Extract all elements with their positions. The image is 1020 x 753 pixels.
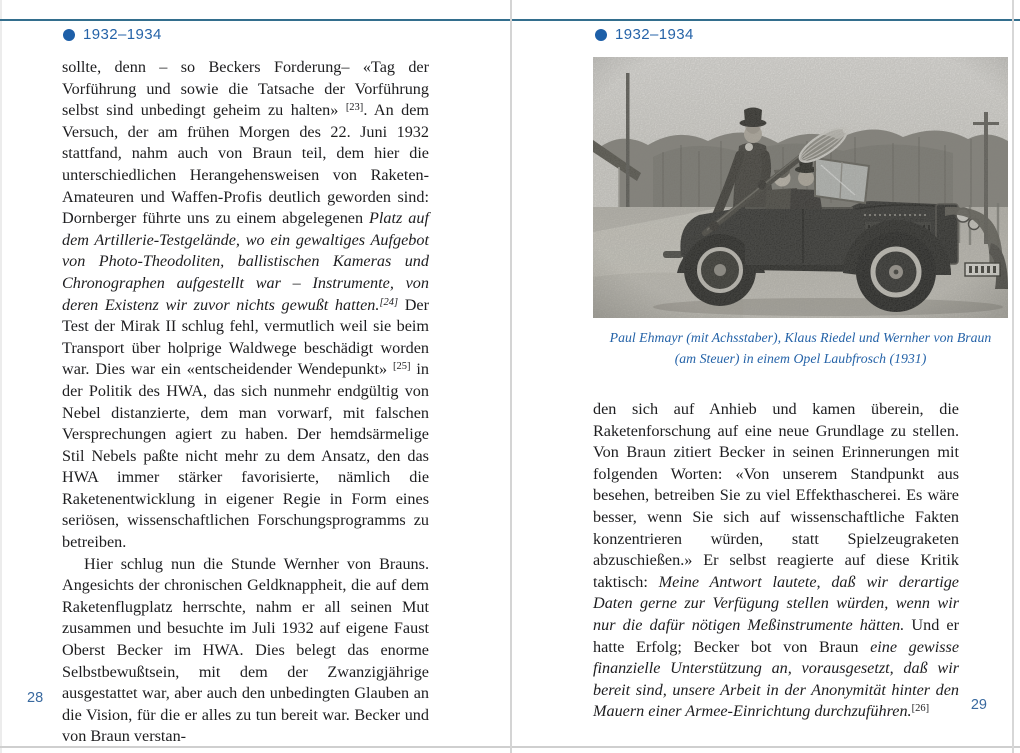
text-segment: Und er hatte Erfolg; Becker bot von Braun (593, 615, 960, 656)
text-segment: Hier schlug nun die Stunde Wernher von Brauns. Angesichts der chronischen Geldknappheit, die auf dem Raketenflugplatz herrschte, nahm er all seinen Mut zusammen und besuchte im Juli 1932 auf eigene Faust Oberst Becker im HWA. Dies belegt das enorme Selbstbewußtsein, mit dem der Zwanzigjährige ausgestattet war, aber auch den unbedingten Glauben an die Vision, für die er alles zu tun bereit war. Becker und von Braun verstan- (62, 554, 429, 746)
page-number-left: 28 (27, 690, 44, 706)
footnote-ref: [23] (345, 102, 364, 114)
paragraph (62, 57, 429, 554)
chapter-dot-icon (595, 29, 607, 41)
text-segment: Platz auf dem Artillerie-Testgelände, wo ein gewaltiges Aufgebot von Photo-Theodoliten, ballistischen Kameras und Chronographen aufgestellt war – Instrumente, von deren Existenz wir zuvor nichts gewußt hatten. (62, 209, 429, 314)
page-divider (510, 0, 512, 753)
footnote-ref: [26] (911, 703, 930, 715)
photo-caption (593, 327, 1008, 369)
text-segment: Meine Antwort lautete, daß wir derartige Daten gerne zur Verfügung stellen würden, wenn wir nur die dafür nötigen Meßinstrumente hätten. (593, 572, 959, 634)
chapter-dot-icon (63, 29, 75, 41)
photo-caption-line2: (am Steuer) in einem Opel Laubfrosch (1931) (674, 351, 927, 366)
page-right-edge (1012, 0, 1014, 753)
page-number-right: 29 (970, 697, 987, 713)
chapter-header-left (63, 26, 162, 43)
chapter-label: 1932–1934 (615, 26, 694, 43)
footnote-ref: [25] (393, 361, 411, 373)
text-segment: sollte, denn – so Beckers Forderung– «Tag der Vorführung und sowie die Tatsache der Vorführung selbst sind unbedingt geheim zu halten» (62, 58, 429, 120)
text-segment: . An dem Versuch, der am frühen Morgen des 22. Juni 1932 stattfand, nahm auch von Braun teil, dem hier die unterschiedlichen Herangehensweisen von Raketen-Amateuren und Waffen-Profis deutlich geworden sind: Dornberger führte uns zu einem abgelegenen (62, 101, 429, 228)
body-text-left (62, 57, 429, 748)
page-left-edge (0, 0, 2, 753)
chapter-header-right (595, 26, 694, 43)
text-segment: den sich auf Anhieb und kamen überein, die Raketenforschung auf eine neue Grundlage zu stellen. Von Braun zitiert Becker in seinen Erinnerungen mit folgenden Worten: «Von unserem Standpunkt aus besehen, betreiben Sie zu viel Effekthascherei. Es wäre besser, wenn Sie sich auf wissenschaftliche Fakten konzentrieren würden, statt Spielzeugraketen abzuschießen.» Er selbst reagierte auf diese Kritik taktisch: (593, 400, 959, 591)
photo-caption-line1: Paul Ehmayr (mit Achsstaber), Klaus Riedel und Wernher von Braun (609, 330, 992, 345)
text-segment: in der Politik des HWA, das sich nunmehr endgültig von Nebel distanzierte, dem man vorwarf, mit falschen Versprechungen agiert zu haben. Der hemdsärmelige Stil Nebels paßte nicht mehr zu dem Ansatz, den das HWA immer stärker favorisierte, nämlich die Raketenentwicklung in eigener Regie in Form eines seriösen, wissenschaftlichen Forschungsprogramms zu betreiben. (62, 360, 430, 552)
footnote-ref: [24] (379, 296, 399, 308)
chapter-label: 1932–1934 (83, 26, 162, 43)
text-segment: Der Test der Mirak II schlug fehl, vermutlich weil sie beim Transport über holprige Waldwege beschädigt worden war. Dies war ein «entscheidender Wendepunkt» (62, 295, 430, 379)
text-segment: eine gewisse finanzielle Unterstützung an, vorausgesetzt, daß wir bereit sind, unsere Arbeit in der Anonymität hinter den Mauern einer Armee-Einrichtung durchzuführen. (593, 637, 959, 721)
body-text-right (593, 399, 959, 723)
photo-opel-laubfrosch (593, 57, 1008, 318)
paragraph (62, 554, 429, 748)
paragraph (593, 399, 959, 723)
